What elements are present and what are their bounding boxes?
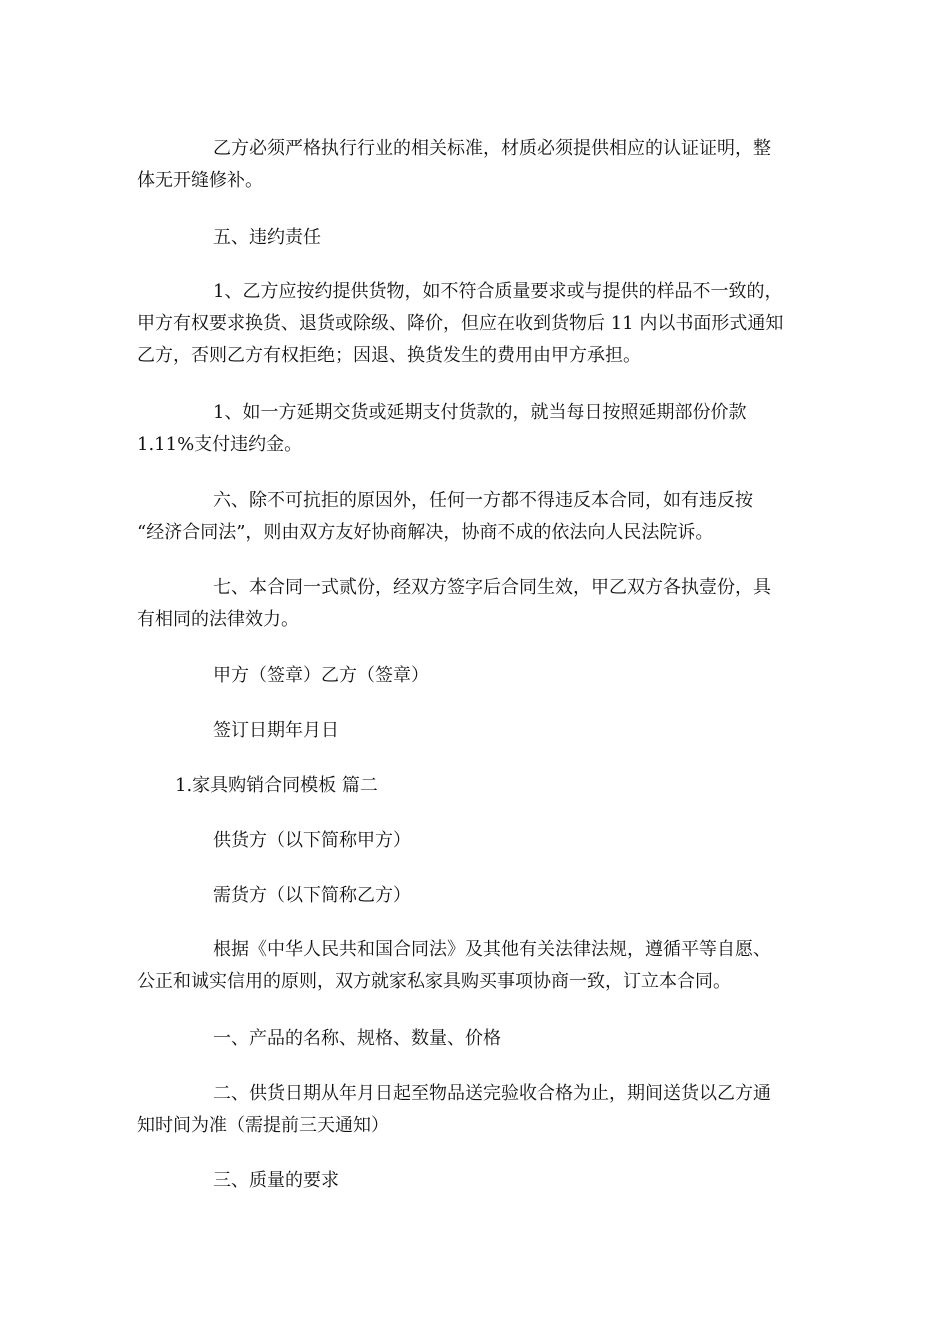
supplier-line bbox=[137, 825, 817, 857]
text-line: 甲方（签章）乙方（签章） bbox=[213, 665, 429, 686]
heading-product-info bbox=[137, 1023, 817, 1055]
heading-quality-requirements bbox=[137, 1165, 817, 1197]
text-line: 有相同的法律效力。 bbox=[137, 609, 299, 630]
text-line: 知时间为准（需提前三天通知） bbox=[137, 1115, 389, 1136]
text-line: 根据《中华人民共和国合同法》及其他有关法律法规，遵循平等自愿、 bbox=[213, 939, 771, 960]
paragraph-section-six bbox=[137, 485, 817, 549]
text-line: 七、本合同一式贰份，经双方签字后合同生效，甲乙双方各执壹份，具 bbox=[213, 577, 771, 598]
text-line: 甲方有权要求换货、退货或除级、降价，但应在收到货物后 11 内以书面形式通知 bbox=[137, 313, 784, 334]
text-line: 1.家具购销合同模板 篇二 bbox=[175, 775, 378, 796]
paragraph-clause-late-penalty bbox=[137, 397, 817, 461]
text-line: 签订日期年月日 bbox=[213, 720, 339, 741]
heading-breach-liability bbox=[137, 222, 817, 254]
text-line: 1、如一方延期交货或延期支付货款的，就当每日按照延期部份价款 bbox=[213, 402, 747, 423]
text-line: 一、产品的名称、规格、数量、价格 bbox=[213, 1028, 501, 1049]
text-line: 乙方，否则乙方有权拒绝；因退、换货发生的费用由甲方承担。 bbox=[137, 345, 641, 366]
text-line: 五、违约责任 bbox=[213, 227, 321, 248]
text-line: 乙方必须严格执行行业的相关标准，材质必须提供相应的认证证明，整 bbox=[213, 138, 771, 159]
text-line: 三、质量的要求 bbox=[213, 1170, 339, 1191]
text-line: 公正和诚实信用的原则，双方就家私家具购买事项协商一致，订立本合同。 bbox=[137, 971, 731, 992]
text-line: 需货方（以下简称乙方） bbox=[213, 885, 411, 906]
buyer-line bbox=[137, 880, 817, 912]
paragraph-legal-basis bbox=[137, 934, 817, 998]
text-line: “经济合同法”，则由双方友好协商解决，协商不成的依法向人民法院诉。 bbox=[137, 522, 714, 543]
paragraph-material-standard bbox=[137, 133, 817, 197]
text-line: 1、乙方应按约提供货物，如不符合质量要求或与提供的样品不一致的， bbox=[213, 281, 783, 302]
text-line: 二、供货日期从年月日起至物品送完验收合格为止，期间送货以乙方通 bbox=[213, 1083, 771, 1104]
signing-date-line bbox=[137, 715, 817, 747]
paragraph-section-seven bbox=[137, 572, 817, 636]
section-title-part-two bbox=[137, 770, 817, 802]
text-line: 1.11%支付违约金。 bbox=[137, 434, 303, 455]
text-line: 六、除不可抗拒的原因外，任何一方都不得违反本合同，如有违反按 bbox=[213, 490, 753, 511]
paragraph-clause-quality-return bbox=[137, 276, 817, 372]
signature-line bbox=[137, 660, 817, 692]
paragraph-delivery-date bbox=[137, 1078, 817, 1142]
text-line: 体无开缝修补。 bbox=[137, 170, 263, 191]
text-line: 供货方（以下简称甲方） bbox=[213, 830, 411, 851]
